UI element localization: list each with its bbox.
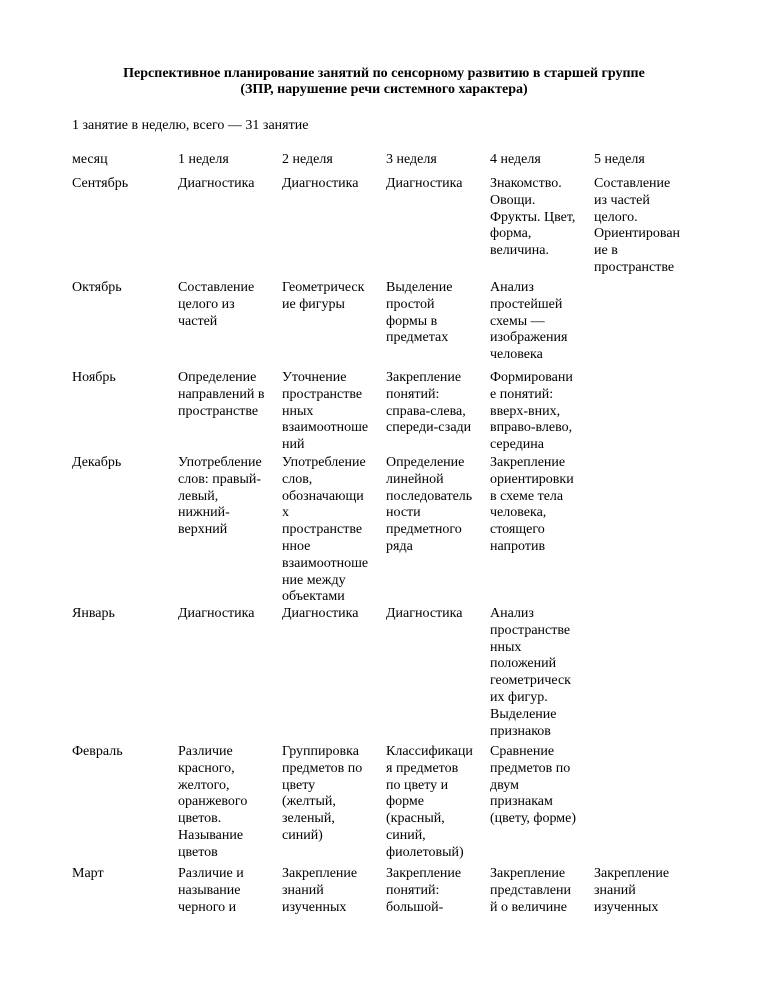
table-cell: Диагностика	[178, 606, 255, 621]
table-cell: Определение линейной последователь ности предметного ряда	[386, 455, 473, 554]
table-cell: Различие и называние черного и	[178, 866, 244, 915]
table-cell: Знакомство. Овощи. Фрукты. Цвет, форма, величина.	[490, 176, 576, 259]
table-cell: Закрепление знаний изученных	[594, 866, 670, 915]
month-cell: Декабрь	[72, 455, 122, 470]
table-cell: Закрепление знаний изученных	[282, 866, 358, 915]
table-cell: Диагностика	[386, 176, 463, 191]
table-cell: Диагностика	[178, 176, 255, 191]
table-cell: Различие красного, желтого, оранжевого цветов. Называние цветов	[178, 744, 248, 860]
month-cell: Сентябрь	[72, 176, 129, 191]
table-cell: Анализ простейшей схемы — изображения человека	[490, 280, 568, 363]
table-cell: Классификаци я предметов по цвету и форме (красный, синий, фиолетовый)	[386, 744, 473, 860]
table-cell: Диагностика	[386, 606, 463, 621]
table-cell: Уточнение пространстве нных взаимоотноше ний	[282, 370, 369, 453]
table-header-cell: 4 неделя	[490, 152, 541, 167]
lessons-summary: 1 занятие в неделю, всего — 31 занятие	[72, 118, 309, 133]
month-cell: Ноябрь	[72, 370, 116, 385]
table-cell: Закрепление ориентировки в схеме тела человека, стоящего напротив	[490, 455, 574, 554]
table-cell: Диагностика	[282, 176, 359, 191]
table-cell: Составление из частей целого. Ориентирован ие в пространстве	[594, 176, 681, 275]
month-cell: Март	[72, 866, 104, 881]
month-cell: Февраль	[72, 744, 123, 759]
table-cell: Анализ пространстве нных положений геометрическ их фигур. Выделение признаков	[490, 606, 571, 739]
table-cell: Составление целого из частей	[178, 280, 255, 329]
month-cell: Январь	[72, 606, 115, 621]
table-header-cell: 5 неделя	[594, 152, 645, 167]
table-cell: Употребление слов: правый- левый, нижний- верхний	[178, 455, 262, 538]
table-header-cell: месяц	[72, 152, 108, 167]
table-cell: Формировани е понятий: вверх-вних, вправо-влево, середина	[490, 370, 573, 453]
table-cell: Употребление слов, обозначающи х пространстве нное взаимоотноше ние между объектами	[282, 455, 369, 605]
table-header-cell: 3 неделя	[386, 152, 437, 167]
table-cell: Сравнение предметов по двум признакам (цвету, форме)	[490, 744, 577, 827]
table-cell: Геометрическ ие фигуры	[282, 280, 365, 312]
table-cell: Определение направлений в пространстве	[178, 370, 265, 419]
title-line-1: Перспективное планирование занятий по сенсорному развитию в старшей группе	[123, 66, 645, 81]
table-header-cell: 2 неделя	[282, 152, 333, 167]
table-cell: Группировка предметов по цвету (желтый, зеленый, синий)	[282, 744, 363, 843]
table-header-cell: 1 неделя	[178, 152, 229, 167]
month-cell: Октябрь	[72, 280, 122, 295]
title-line-2: (ЗПР, нарушение речи системного характера)	[240, 82, 528, 97]
table-cell: Диагностика	[282, 606, 359, 621]
table-cell: Закрепление понятий: справа-слева, спереди-сзади	[386, 370, 472, 436]
table-cell: Выделение простой формы в предметах	[386, 280, 453, 346]
table-cell: Закрепление представлени й о величине	[490, 866, 571, 915]
table-cell: Закрепление понятий: большой-	[386, 866, 462, 915]
